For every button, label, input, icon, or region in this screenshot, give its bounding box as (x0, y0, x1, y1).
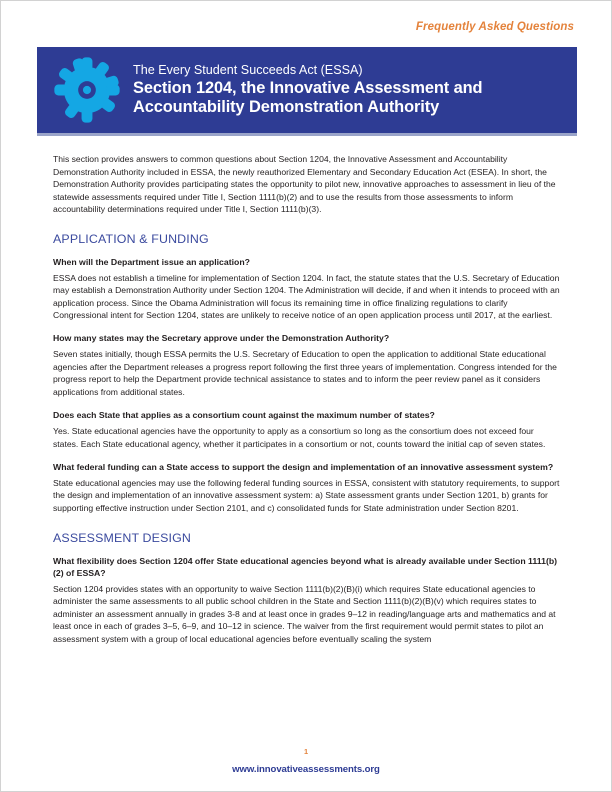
answer-text: State educational agencies may use the following federal funding sources in ESSA, consistent with statutory requirements, to support the design and implementation of an innovative assessment system: a) State assessment grants under Section 1201, b) grants for supporting effective instruction under Section 2101, and c) consolidated funds for State administration under Section 8201. (53, 477, 560, 513)
section-heading-application-funding: APPLICATION & FUNDING (53, 231, 209, 246)
question-text: What flexibility does Section 1204 offer State educational agencies beyond what is already available under Section 1111(b)(2) of ESSA? (53, 556, 558, 578)
banner-subtitle: The Every Student Succeeds Act (ESSA) (133, 62, 363, 77)
banner-title-line-1: Section 1204, the Innovative Assessment and (133, 78, 483, 97)
banner-inner (37, 47, 577, 133)
qa-block (53, 257, 561, 322)
banner-title-line-2: Accountability Demonstration Authority (133, 98, 440, 116)
qa-block (53, 556, 561, 645)
question-text: Does each State that applies as a consortium count against the maximum number of states? (53, 409, 435, 420)
page-number: 1 (303, 747, 309, 756)
answer-text: Seven states initially, though ESSA permits the U.S. Secretary of Education to open the application to additional State educational agencies after the Department releases a progress report following the first three years of implementation. Congress intended for the progress report to help the Department provide technical assistance to states and to inform the peer review panel as it considers applications from additional states. (53, 349, 557, 397)
document-eyebrow-label: Frequently Asked Questions (415, 21, 574, 33)
question-text: How many states may the Secretary approve under the Demonstration Authority? (53, 333, 390, 344)
title-banner (37, 47, 577, 136)
answer-text: Yes. State educational agencies have the opportunity to apply as a consortium so long as the consortium does not exceed four states. Each State educational agency, whether it participates in a consortium or not, counts toward the initial cap of seven states. (53, 426, 546, 449)
qa-block (53, 410, 561, 450)
section-heading-assessment-design: ASSESSMENT DESIGN (53, 531, 191, 546)
answer-text: ESSA does not establish a timeline for implementation of Section 1204. In fact, the statute states that the U.S. Secretary of Education may establish a Demonstration Authority under Section 1204. The Administration will decide, if and when it intends to proceed with an application process. Since the Obama Administration will focus its remaining time in office finalizing regulations to clarify Congressional intent for Section 1204, states are unlikely to receive notice of an open application process until 2017, at the earliest. (53, 272, 560, 321)
question-text: What federal funding can a State access to support the design and implementation of an innovative assessment system? (53, 461, 554, 472)
footer-url[interactable]: www.innovativeassessments.org (232, 764, 380, 775)
document-content (53, 153, 561, 657)
qa-block (53, 333, 561, 398)
gear-icon (37, 56, 133, 124)
answer-text: Section 1204 provides states with an opportunity to waive Section 1111(b)(2)(B)(i) which requires State educational agencies to administer the same assessments to all public school children in the State and Section 1111(b)(2)(B)(v) which requires states to administer an assessment annually in grades 3-8 and at least once in grades 9–12 in reading/language arts and mathematics and at least once in each of grades 3–5, 6–9, and 10–12 in science. The waiver from the first requirement would permit states to pilot an assessment system with a group of local educational agencies before eventually scaling the system (53, 583, 556, 644)
qa-block (53, 462, 561, 515)
banner-text-block (133, 63, 496, 118)
intro-paragraph: This section provides answers to common questions about Section 1204, the Innovative Assessment and Accountability Demonstration Authority included in ESSA, the newly reauthorized Elementary and Secondary Education Act (ESEA). In short, the Demonstration Authority provides participating states the opportunity to pilot new, innovative approaches to assessment in lieu of the statewide assessments required under Title I, Section 1111(b)(2) and to use the results from those assessments to inform accountability determinations required under Title I, Section 1111(b)(3). (53, 154, 556, 215)
question-text: When will the Department issue an application? (53, 256, 250, 267)
